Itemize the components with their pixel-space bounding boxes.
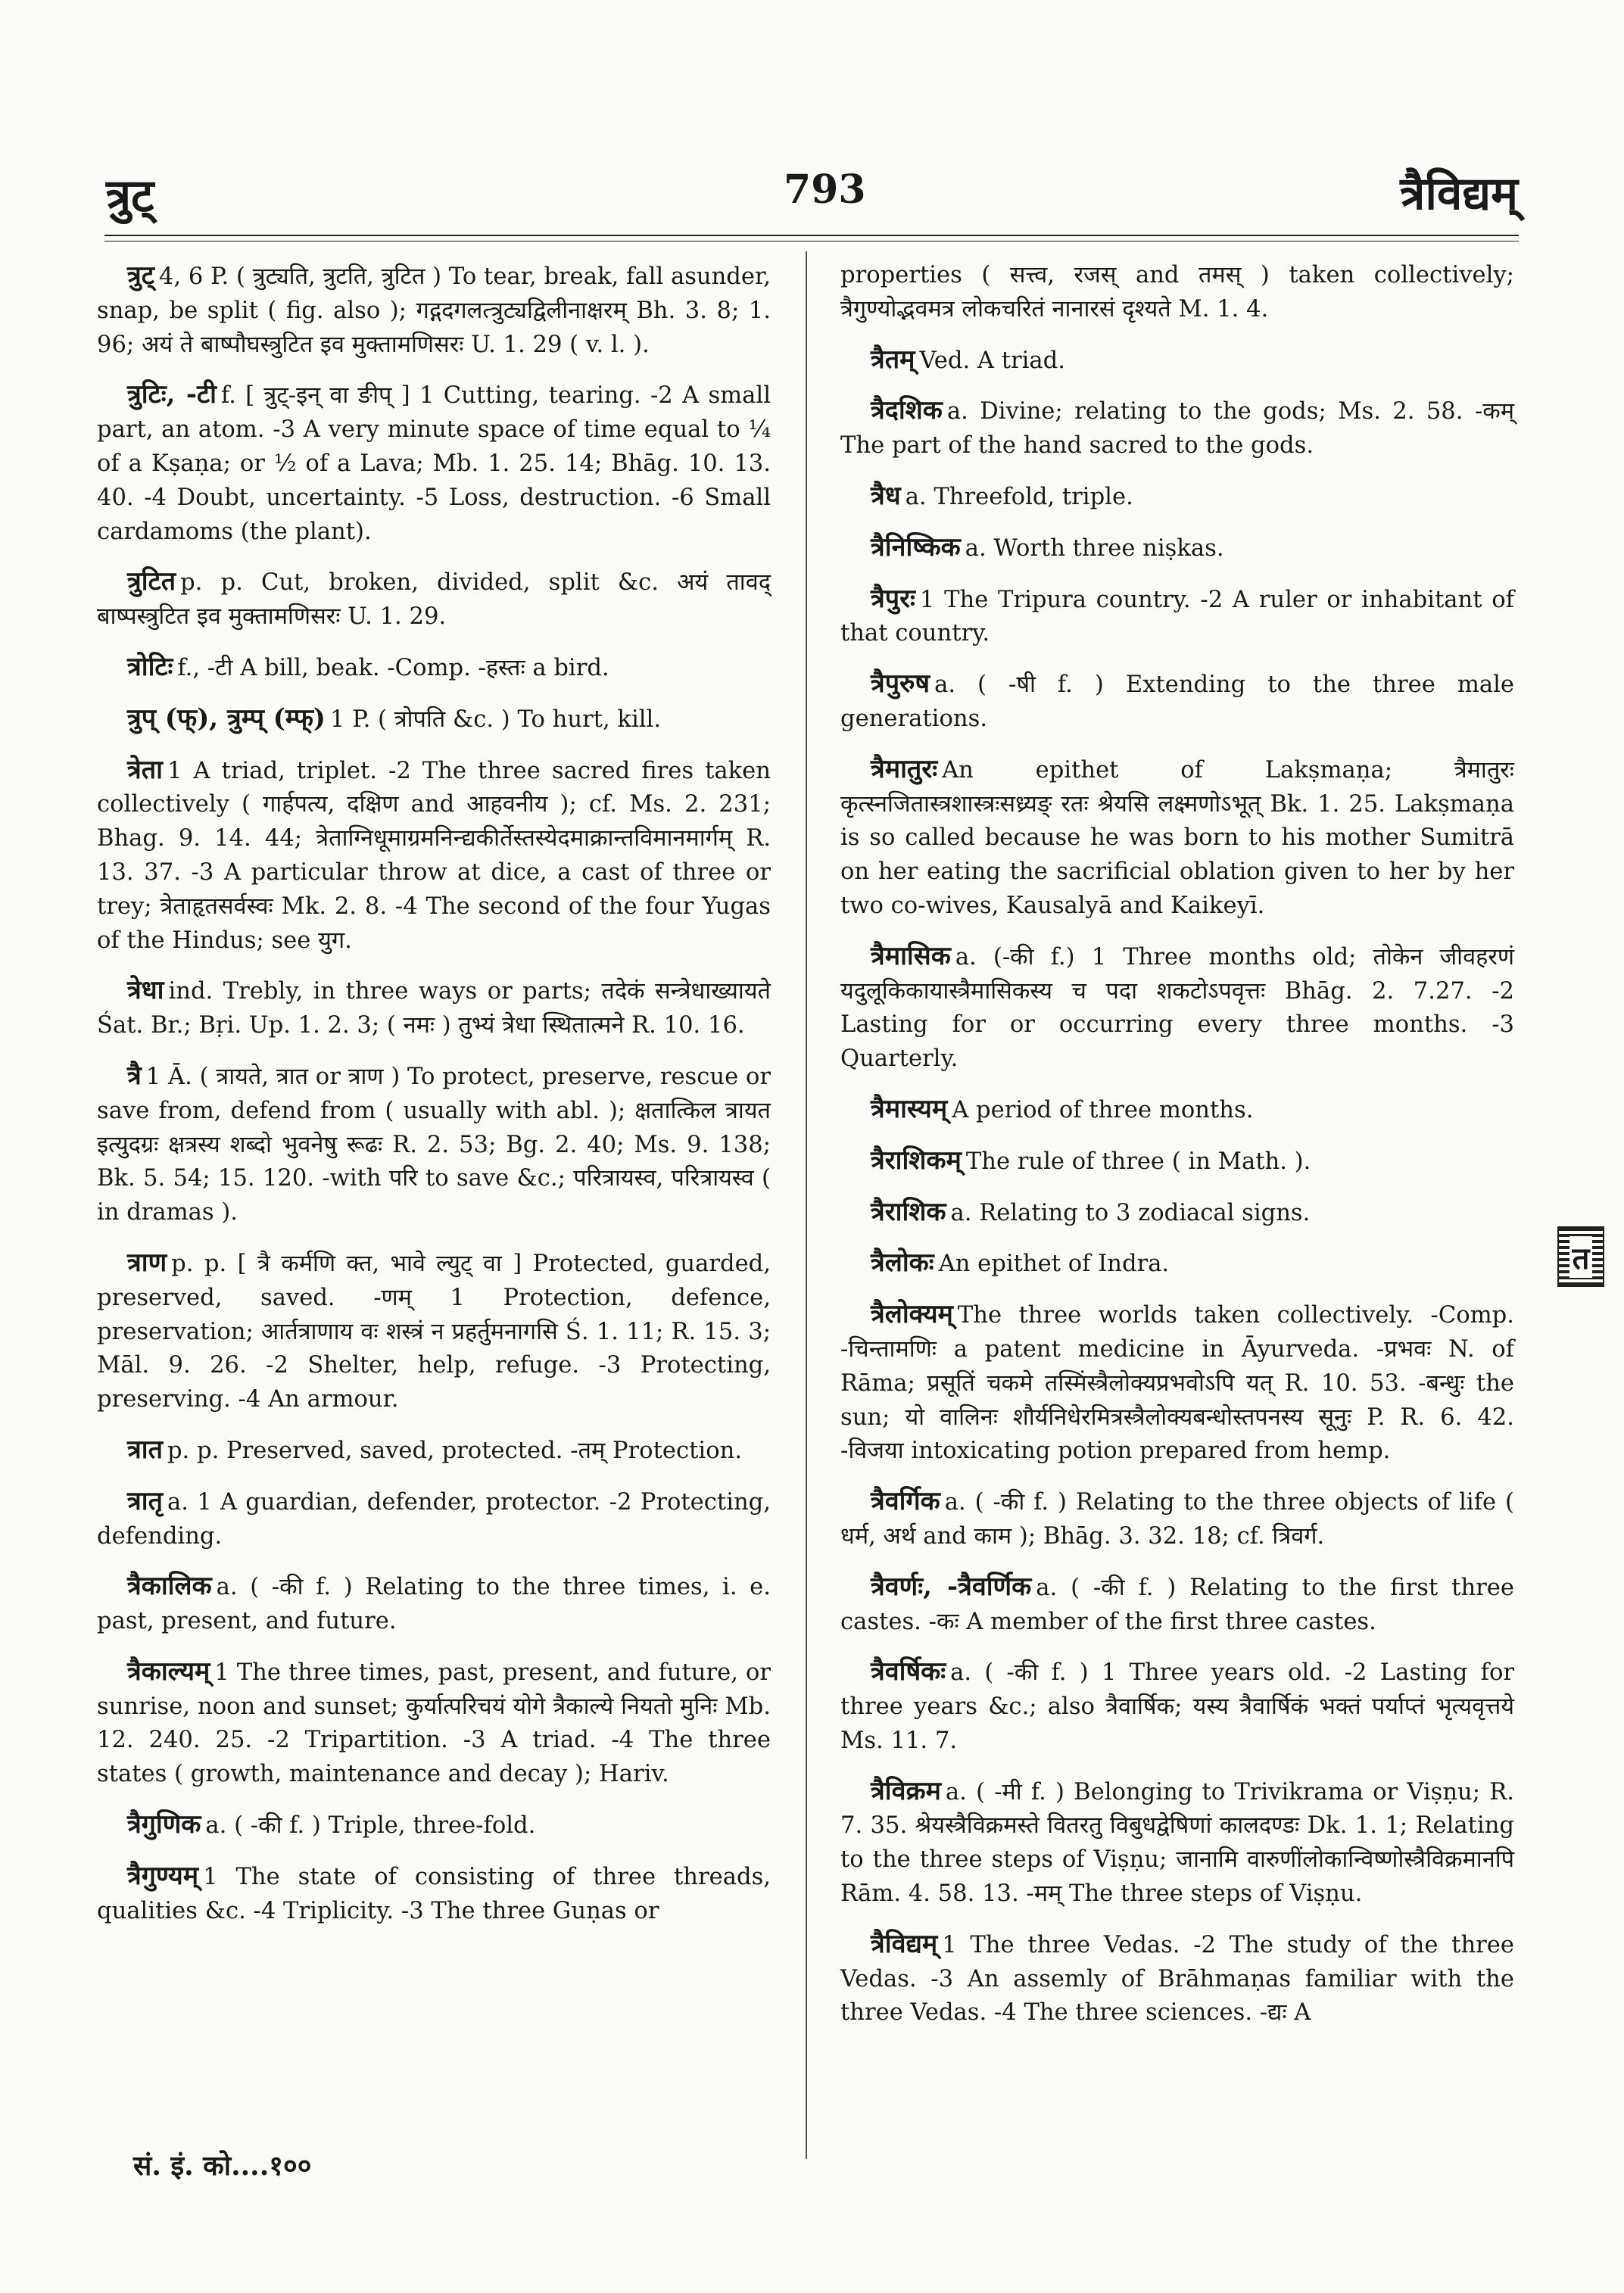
entry-headword: त्रैगुण्यम् <box>127 1860 199 1891</box>
dictionary-entry <box>840 667 1514 737</box>
dictionary-entry <box>840 939 1514 1076</box>
entry-headword: त्रैमास्यम् <box>871 1093 948 1124</box>
entry-headword: त्रुटिः, -टी <box>127 379 217 410</box>
dictionary-entry <box>97 1485 771 1554</box>
entry-headword: त्रैगुणिक <box>127 1809 201 1840</box>
entry-headword: त्रैकाल्यम् <box>127 1656 210 1687</box>
dictionary-entry <box>97 1246 771 1417</box>
entry-definition: a. ( -की f. ) Relating to the three objects of life ( धर्म, अर्थ and काम ); Bhāg. 3. 32. 18; cf. त्रिवर्ग. <box>840 1489 1514 1550</box>
entry-headword: त्रैनिष्किक <box>871 531 961 562</box>
dictionary-entry <box>840 1927 1514 2030</box>
dictionary-entry <box>840 1485 1514 1554</box>
entry-headword: त्रातृ <box>127 1485 163 1516</box>
entry-headword: त्रात <box>127 1434 163 1465</box>
entry-definition: The three worlds taken collectively. -Comp. -चिन्तामणिः a patent medicine in Āyurveda. -प्रभवः N. of Rāma; प्रसूतिं चकमे तस्मिंस्त्रैलोक्यप्रभवोऽपि यत् R. 10. 53. -बन्धुः the sun; यो वालिनः शौर्यनिधेरमित्रस्त्रैलोक्यबन्धोस्तपनस्य सूनुः P. R. 6. 42. -विजया intoxicating potion prepared from hemp. <box>840 1302 1514 1465</box>
entry-definition: p. p. Cut, broken, divided, split &c. अयं तावद् बाष्पस्त्रुटित इव मुक्तामणिसरः U. 1. 29. <box>97 569 771 631</box>
dictionary-entry <box>840 1195 1514 1231</box>
entry-headword: त्रोटिः <box>127 651 173 682</box>
entry-headword: त्रैध <box>871 480 901 511</box>
entry-definition: a. ( -की f. ) Relating to the first three castes. -कः A member of the first three castes. <box>840 1574 1514 1635</box>
dictionary-entry <box>840 394 1514 463</box>
entry-headword: त्रैमातुरः <box>871 753 938 784</box>
entry-definition: 1 The state of consisting of three threads, qualities &c. -4 Triplicity. -3 The three Guṇas or <box>97 1863 771 1924</box>
entry-definition: a. Worth three niṣkas. <box>965 534 1224 562</box>
page-number: 793 <box>784 167 866 213</box>
entry-headword: त्रैवर्णः, -त्रैवर्णिक <box>871 1571 1032 1602</box>
entry-definition: a. 1 A guardian, defender, protector. -2 Protecting, defending. <box>97 1488 771 1550</box>
dictionary-entry <box>840 1655 1514 1758</box>
column-separator <box>806 251 807 2159</box>
entry-definition: An epithet of Indra. <box>938 1251 1170 1278</box>
dictionary-entry <box>97 1655 771 1792</box>
entry-definition: p. p. Preserved, saved, protected. -तम् Protection. <box>167 1437 743 1464</box>
dictionary-entry <box>840 479 1514 515</box>
entry-definition: a. ( -मी f. ) Belonging to Trivikrama or Viṣṇu; R. 7. 35. श्रेयस्त्रैविक्रमस्ते वितरतु विबुधद्वेषिणां कालदण्डः Dk. 1. 1; Relating to the three steps of Viṣṇu; जानामि वारुणींलोकान्विष्णोस्त्रैविक्रमानपि Rām. 4. 58. 13. -मम् The three steps of Viṣṇu. <box>840 1778 1514 1908</box>
entry-definition: 1 P. ( त्रोपति &c. ) To hurt, kill. <box>330 706 662 733</box>
entry-definition: a. Threefold, triple. <box>905 483 1133 510</box>
right-column <box>840 259 1514 2046</box>
entry-headword: त्रैराशिक <box>871 1196 946 1227</box>
entry-headword: त्रैलोक्यम् <box>871 1299 953 1330</box>
dictionary-entry <box>840 1092 1514 1128</box>
entry-headword: त्रै <box>127 1060 142 1091</box>
entry-headword: त्रैराशिकम् <box>871 1145 962 1176</box>
entry-definition: The rule of three ( in Math. ). <box>965 1148 1311 1175</box>
entry-headword: त्रैदशिक <box>871 395 943 426</box>
dictionary-entry <box>97 1433 771 1469</box>
entry-definition: 1 The three times, past, present, and future, or sunrise, noon and sunset; कुर्यात्परिचयं योगे त्रैकाल्ये नियतो मुनिः Mb. 12. 240. 25. -2 Tripartition. -3 A triad. -4 The three states ( growth, maintenance and decay ); Hariv. <box>97 1659 771 1788</box>
dictionary-entry <box>97 1059 771 1230</box>
entry-definition: f. [ त्रुट्-इन् वा ङीप् ] 1 Cutting, tearing. -2 A small part, an atom. -3 A very minute space of time equal to ¼ of a Kṣaṇa; or ½ of a Lava; Mb. 1. 25. 14; Bhāg. 10. 13. 40. -4 Doubt, uncertainty. -5 Loss, destruction. -6 Small cardamoms (the plant). <box>97 382 771 545</box>
dictionary-entry <box>840 343 1514 379</box>
page-header <box>0 0 1624 250</box>
entry-definition: a. ( -की f. ) Relating to the three times, i. e. past, present, and future. <box>97 1574 771 1635</box>
dictionary-entry <box>840 1570 1514 1640</box>
dictionary-entry <box>840 1144 1514 1179</box>
entry-definition: 4, 6 P. ( त्रुट्यति, त्रुटति, त्रुटित ) To tear, break, fall asunder, snap, be split ( fig. also ); गद्गदगलत्त्रुट्यद्विलीनाक्षरम् Bh. 3. 8; 1. 96; अयं ते बाष्पौघस्त्रुटित इव मुक्तामणिसरः U. 1. 29 ( v. l. ). <box>97 263 771 358</box>
thumb-index-letter: त <box>1569 1236 1593 1278</box>
dictionary-entry <box>840 1774 1514 1911</box>
dictionary-entry <box>97 1808 771 1843</box>
dictionary-entry <box>97 565 771 634</box>
entry-definition: 1 A triad, triplet. -2 The three sacred fires taken collectively ( गार्हपत्य, दक्षिण and आहवनीय ); cf. Ms. 2. 231; Bhag. 9. 14. 44; त्रेताग्निधूमाग्रमनिन्द्यकीर्तेस्तस्येदमाक्रान्तविमानमार्गम् R. 13. 37. -3 A particular throw at dice, a cast of three or trey; त्रेताहृतसर्वस्वः Mk. 2. 8. -4 The second of the four Yugas of the Hindus; see युग. <box>97 757 771 954</box>
entry-headword: त्रैविक्रम <box>871 1775 941 1806</box>
dictionary-entry <box>97 378 771 549</box>
dictionary-entry <box>840 752 1514 924</box>
dictionary-entry <box>97 650 771 686</box>
entry-definition: An epithet of Lakṣmaṇa; त्रैमातुरः कृत्स्नजितास्त्रशास्त्रःसध्र्यङ् रतः श्रेयसि लक्ष्मणोऽभूत् Bk. 1. 25. Lakṣmaṇa is so called because he was born to his mother Sumitrā on her eating the sacrificial oblation given to her by her two co-wives, Kausalyā and Kaikeyī. <box>840 756 1514 919</box>
entry-headword: त्रैतम् <box>871 344 915 375</box>
entry-definition: a. Divine; relating to the gods; Ms. 2. 58. -कम् The part of the hand sacred to the gods. <box>840 398 1514 460</box>
entry-definition: a. (-की f.) 1 Three months old; तोकेन जीवहरणं यदुलूकिकायास्त्रैमासिकस्य च पदा शकटोऽपवृत्तः Bhāg. 2. 7.27. -2 Lasting for or occurring every three months. -3 Quarterly. <box>840 943 1514 1073</box>
entry-definition: 1 The three Vedas. -2 The study of the three Vedas. -3 An assemly of Brāhmaṇas familiar with the three Vedas. -4 The three sciences. -द्यः A <box>840 1931 1514 2027</box>
dictionary-entry <box>97 702 771 737</box>
left-running-headword: त्रुट् <box>106 170 154 223</box>
entry-headword: त्रैविद्यम् <box>871 1928 938 1959</box>
entry-headword: त्रेधा <box>127 975 164 1006</box>
entry-headword: त्रैमासिक <box>871 940 951 971</box>
entry-headword: त्रेता <box>127 754 163 785</box>
entry-definition: a. Relating to 3 zodiacal signs. <box>950 1199 1311 1226</box>
entry-headword: त्रैवर्षिकः <box>871 1656 946 1687</box>
entry-headword: त्रैकालिक <box>127 1571 212 1602</box>
entry-headword: त्रैलोकः <box>871 1248 934 1279</box>
right-running-headword: त्रैविद्यम् <box>1400 167 1518 220</box>
dictionary-entry <box>97 1569 771 1639</box>
entry-definition: 1 Ā. ( त्रायते, त्रात or त्राण ) To protect, preserve, rescue or save from, defend from ( usually with abl. ); क्षतात्किल त्रायत इत्युदग्रः क्षत्रस्य शब्दो भुवनेषु रूढः R. 2. 53; Bg. 2. 40; Ms. 9. 138; Bk. 5. 54; 15. 120. -with परि to save &c.; परित्रायस्व, परित्रायस्व ( in dramas ). <box>97 1063 771 1226</box>
entry-definition: a. ( -की f. ) Triple, three-fold. <box>205 1812 536 1840</box>
entry-definition: a. ( -की f. ) 1 Three years old. -2 Lasting for three years &c.; also त्रैवार्षिक; यस्य त्रैवार्षिकं भक्तं पर्याप्तं भृत्यवृत्तये Ms. 11. 7. <box>840 1659 1514 1754</box>
left-column <box>97 259 771 1944</box>
entry-headword: त्रुप् (फ्), त्रुम्प् (म्फ्) <box>127 703 326 734</box>
printer-signature: सं. इं. को....१०० <box>133 2150 312 2182</box>
dictionary-entry <box>97 974 771 1043</box>
dictionary-entry <box>840 582 1514 652</box>
dictionary-entry <box>97 259 771 362</box>
entry-headword: त्रैवर्गिक <box>871 1486 940 1517</box>
entry-definition: a. ( -षी f. ) Extending to the three male generations. <box>840 671 1514 732</box>
entry-definition: p. p. [ त्रै कर्मणि क्त, भावे ल्युट् वा ] Protected, guarded, preserved, saved. -णम् 1 Protection, defence, preservation; आर्तत्राणाय वः शस्त्रं न प्रहर्तुमनागसि Ś. 1. 11; R. 15. 3; Māl. 9. 26. -2 Shelter, help, refuge. -3 Protecting, preserving. -4 An armour. <box>97 1250 771 1413</box>
dictionary-entry <box>97 1859 771 1929</box>
entry-definition: Ved. A triad. <box>919 347 1065 374</box>
dictionary-entry <box>840 259 1514 327</box>
header-rule <box>104 235 1519 236</box>
entry-definition: A period of three months. <box>952 1096 1254 1123</box>
dictionary-entry <box>840 1246 1514 1282</box>
entry-headword: त्रैपुरः <box>871 583 915 614</box>
dictionary-entry <box>97 753 771 958</box>
entry-definition: 1 The Tripura country. -2 A ruler or inhabitant of that country. <box>840 586 1514 647</box>
thumb-index-tab <box>1557 1226 1604 1287</box>
entry-headword: त्राण <box>127 1247 167 1278</box>
entry-headword: त्रुटित <box>127 566 176 597</box>
entry-headword: त्रुट् <box>127 260 154 291</box>
dictionary-entry <box>840 531 1514 566</box>
dictionary-entry <box>840 1298 1514 1469</box>
entry-definition: properties ( सत्त्व, रजस् and तमस् ) taken collectively; त्रैगुण्योद्भवमत्र लोकचरितं नानारसं दृश्यते M. 1. 4. <box>840 262 1514 322</box>
entry-definition: ind. Trebly, in three ways or parts; तदेकं सन्त्रेधाख्यायते Śat. Br.; Bṛi. Up. 1. 2. 3; ( नमः ) तुभ्यं त्रेधा स्थितात्मने R. 10. 16. <box>97 978 771 1039</box>
entry-headword: त्रैपुरुष <box>871 668 930 699</box>
entry-definition: f., -टी A bill, beak. -Comp. -हस्तः a bird. <box>177 654 609 681</box>
